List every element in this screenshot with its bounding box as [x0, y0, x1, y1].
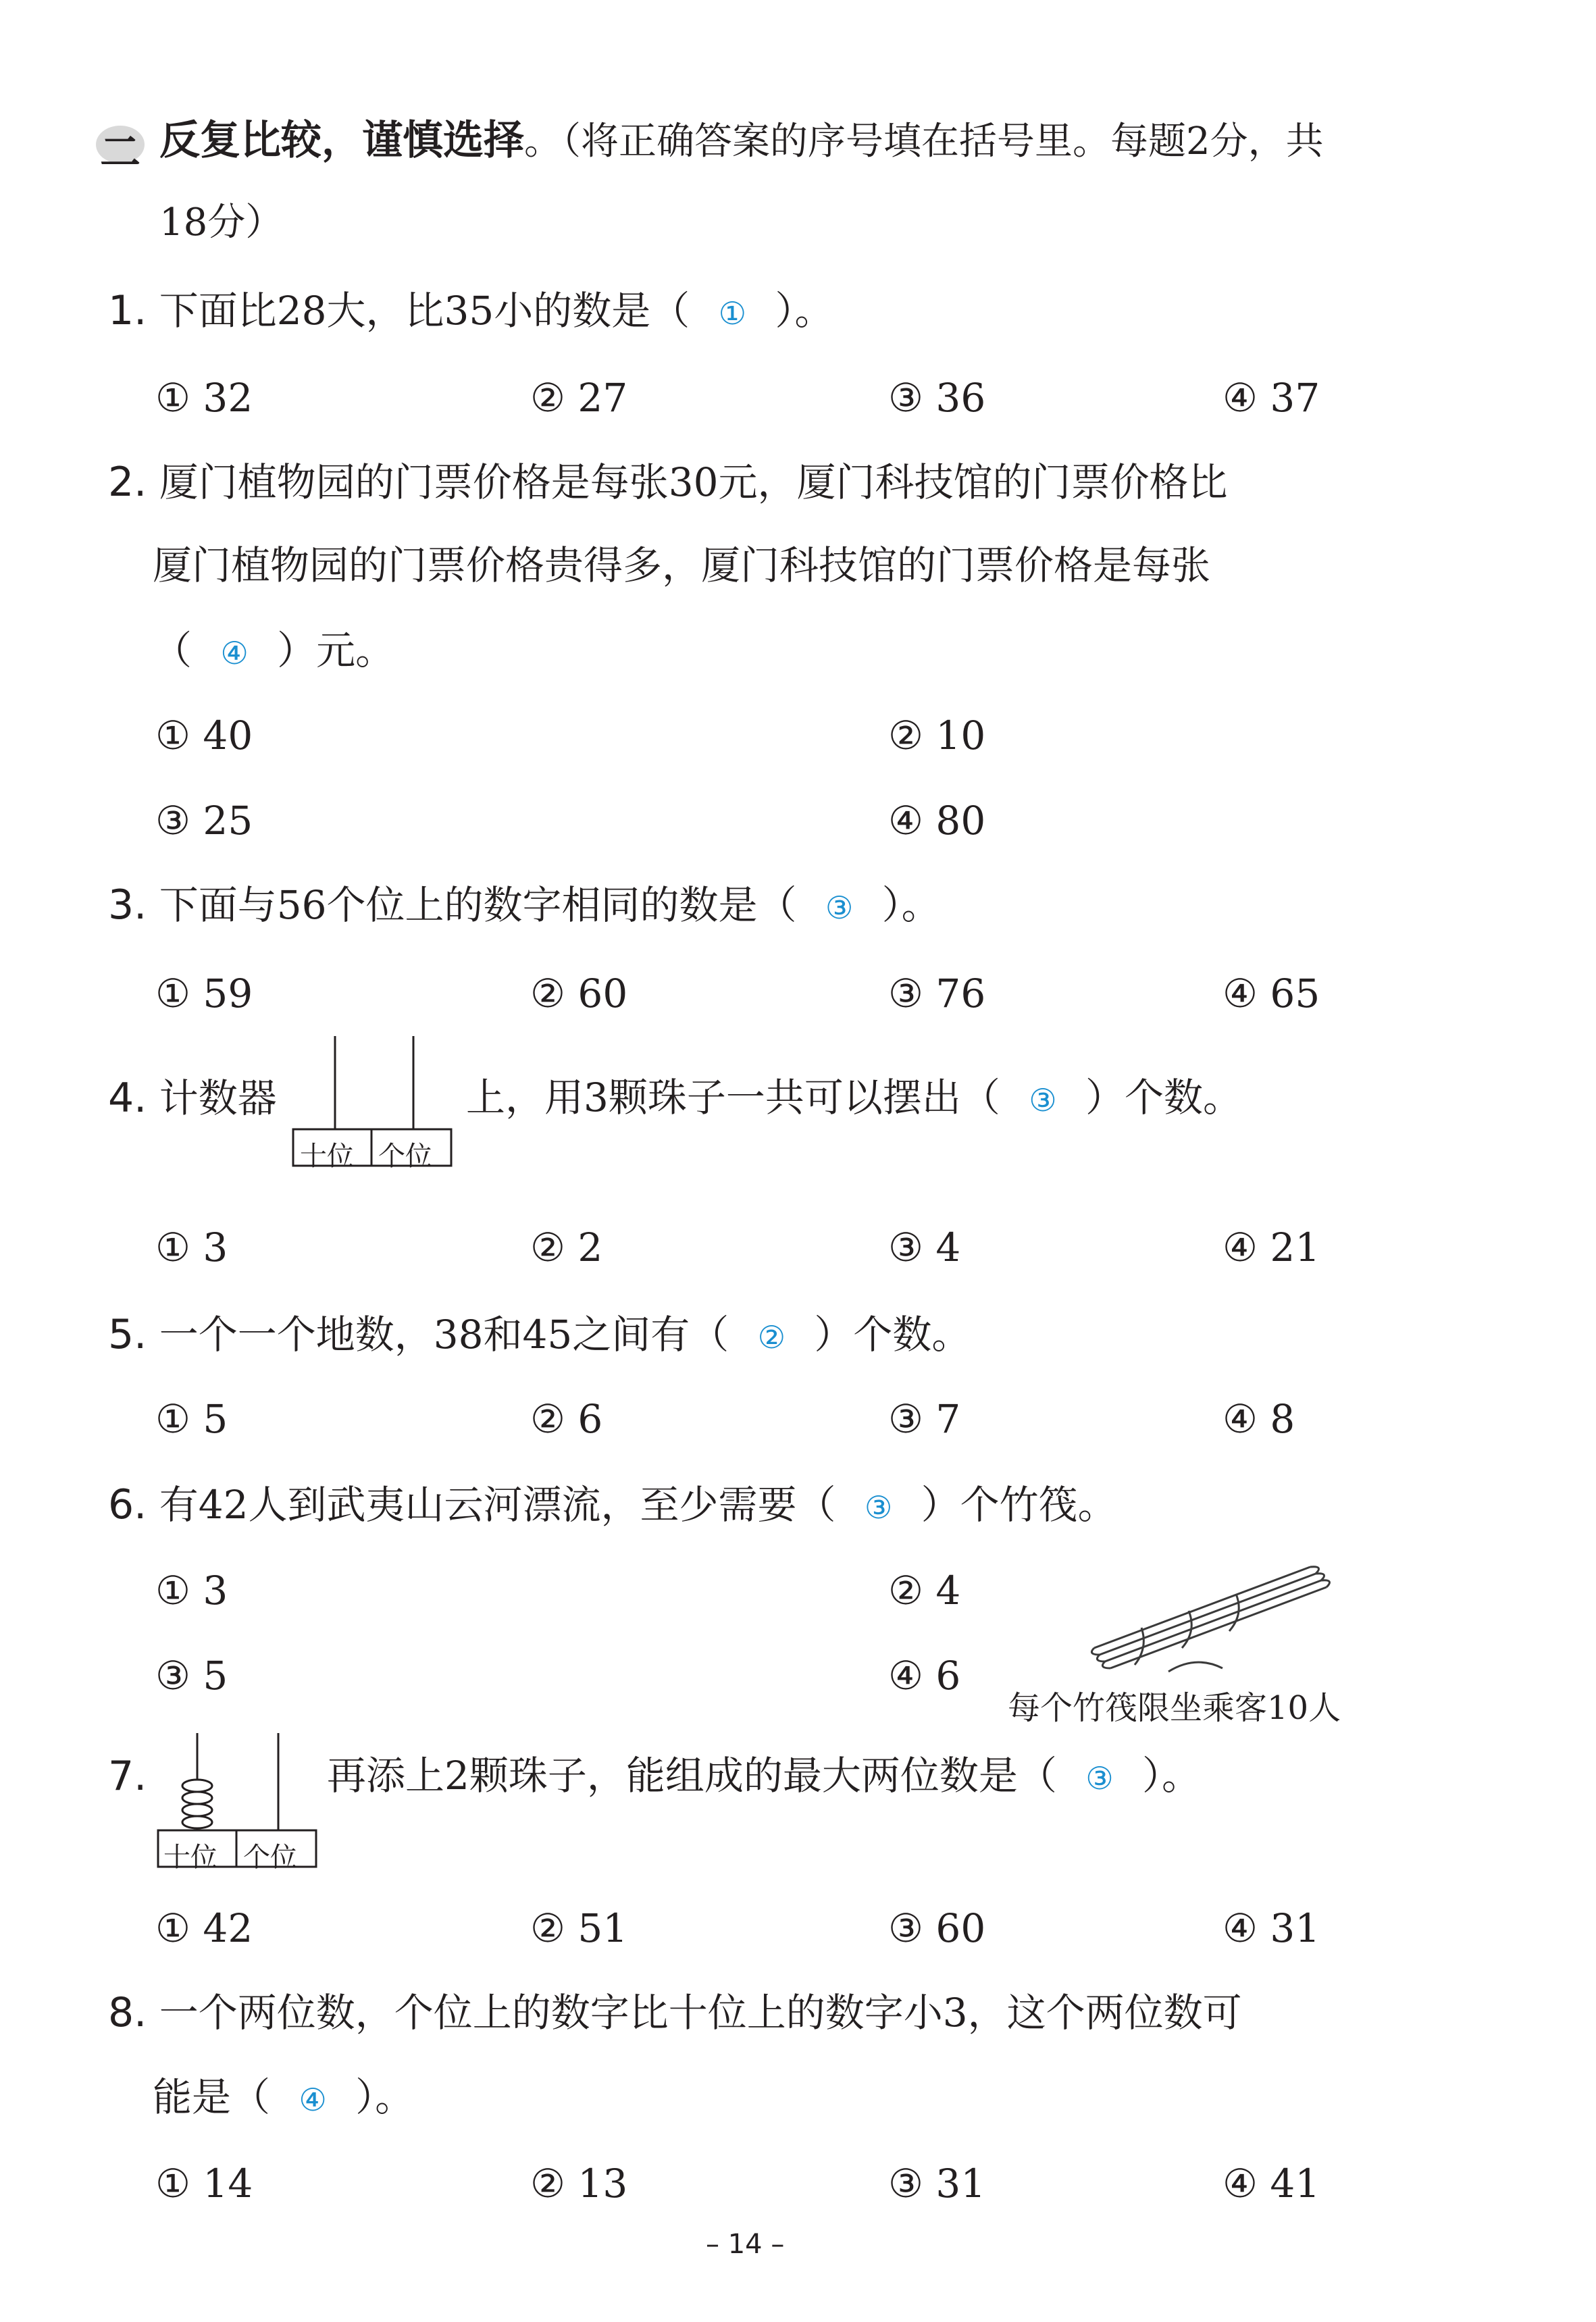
- q3-option-2: ② 60: [530, 971, 628, 1016]
- question-text: 再添上2颗珠子，能组成的最大两位数是（: [327, 1753, 1057, 1799]
- question-1: [108, 287, 834, 334]
- q6-option-2: ② 4: [888, 1568, 961, 1614]
- answer-mark: ④: [299, 2082, 327, 2118]
- question-3: [108, 881, 941, 929]
- tens-beads: [182, 1780, 212, 1828]
- question-number: 2.: [108, 459, 147, 506]
- question-text: 下面比28大，比35小的数是（: [159, 288, 690, 334]
- abacus-ones-label: 个位: [378, 1141, 432, 1172]
- q5-option-4: ④ 8: [1222, 1396, 1295, 1442]
- abacus-bead: [182, 1816, 212, 1828]
- question-4-start: [108, 1075, 277, 1122]
- question-text-end: ）。: [881, 882, 941, 928]
- section-note-line2: 18分）: [159, 201, 284, 244]
- answer-mark: ③: [864, 1489, 893, 1526]
- q2-option-4: ④ 80: [888, 798, 986, 844]
- question-number: 1.: [108, 287, 147, 334]
- answer-mark: ③: [1029, 1082, 1057, 1118]
- question-text: 一个两位数，个位上的数字比十位上的数字小3，这个两位数可: [159, 1990, 1242, 2036]
- q1-option-4: ④ 37: [1222, 375, 1320, 421]
- q1-option-1: ① 32: [155, 375, 253, 421]
- question-6: [108, 1481, 1117, 1528]
- question-8-line1: [108, 1989, 1242, 2036]
- section-badge-text: 二: [100, 129, 140, 176]
- question-8-line2: [153, 2074, 415, 2120]
- q8-option-4: ④ 41: [1222, 2161, 1320, 2207]
- answer-mark: ①: [718, 295, 746, 332]
- bamboo-raft-illustration: [1081, 1547, 1337, 1675]
- abacus-bead: [182, 1780, 212, 1792]
- question-2-line3: [153, 627, 395, 673]
- answer-mark: ③: [825, 889, 854, 926]
- q1-option-2: ② 27: [530, 375, 628, 421]
- abacus-empty: [292, 1033, 454, 1172]
- question-text-end: ）元。: [277, 627, 395, 673]
- page-number: – 14 –: [706, 2229, 785, 2260]
- question-7-number: [108, 1753, 147, 1800]
- answer-mark: ②: [757, 1319, 786, 1356]
- q2-option-2: ② 10: [888, 713, 986, 758]
- section-title: 反复比较，谨慎选择: [159, 117, 524, 164]
- raft-drawing: [1081, 1547, 1337, 1675]
- question-text: 能是（: [153, 2074, 271, 2120]
- abacus-bead: [182, 1804, 212, 1816]
- question-4-end: [466, 1075, 1243, 1120]
- question-number: 7.: [108, 1753, 147, 1800]
- q8-option-2: ② 13: [530, 2161, 628, 2207]
- question-text-end: ）个数。: [814, 1312, 971, 1358]
- q3-option-3: ③ 76: [888, 971, 986, 1016]
- q7-option-3: ③ 60: [888, 1905, 986, 1951]
- question-text-end: ）。: [775, 288, 834, 334]
- abacus-bead: [182, 1792, 212, 1804]
- question-text-end: ）。: [1142, 1753, 1202, 1799]
- question-number: 6.: [108, 1481, 147, 1528]
- section-badge: [93, 113, 147, 176]
- section-note: 。（将正确答案的序号填在括号里。每题2分，共: [524, 120, 1324, 163]
- q5-option-1: ① 5: [155, 1396, 228, 1442]
- q4-option-2: ② 2: [530, 1224, 603, 1270]
- question-text: （: [153, 627, 192, 673]
- answer-mark: ④: [220, 635, 249, 671]
- q8-option-1: ① 14: [155, 2161, 253, 2207]
- section-header: [159, 117, 1324, 164]
- q2-option-3: ③ 25: [155, 798, 253, 844]
- q7-option-4: ④ 31: [1222, 1905, 1320, 1951]
- q4-option-3: ③ 4: [888, 1224, 961, 1270]
- question-text-end: ）个竹筏。: [921, 1482, 1117, 1528]
- question-2-line2: 厦门植物园的门票价格贵得多，厦门科技馆的门票价格是每张: [153, 542, 1211, 588]
- q5-option-3: ③ 7: [888, 1396, 961, 1442]
- abacus-with-beads: [157, 1729, 319, 1871]
- question-text: 有42人到武夷山云河漂流，至少需要（: [159, 1482, 836, 1528]
- q7-option-2: ② 51: [530, 1905, 628, 1951]
- question-text-end: ）。: [355, 2074, 415, 2120]
- question-text: 计数器: [159, 1075, 277, 1121]
- answer-mark: ③: [1085, 1760, 1114, 1797]
- abacus-ones-label: 个位: [243, 1842, 297, 1873]
- q8-option-3: ③ 31: [888, 2161, 986, 2207]
- q1-option-3: ③ 36: [888, 375, 986, 421]
- q6-option-4: ④ 6: [888, 1653, 961, 1699]
- q6-option-3: ③ 5: [155, 1653, 228, 1699]
- question-number: 5.: [108, 1311, 147, 1358]
- question-text: 厦门植物园的门票价格是每张30元，厦门科技馆的门票价格比: [159, 459, 1228, 505]
- question-number: 4.: [108, 1075, 147, 1122]
- q5-option-2: ② 6: [530, 1396, 603, 1442]
- question-text: 上，用3颗珠子一共可以摆出（: [466, 1075, 1000, 1120]
- question-text: 一个一个地数，38和45之间有（: [159, 1312, 729, 1358]
- q7-option-1: ① 42: [155, 1905, 253, 1951]
- question-text: 下面与56个位上的数字相同的数是（: [159, 882, 797, 928]
- q4-option-1: ① 3: [155, 1224, 228, 1270]
- q2-option-1: ① 40: [155, 713, 253, 758]
- q3-option-1: ① 59: [155, 971, 253, 1016]
- question-7: [327, 1753, 1202, 1799]
- abacus-tens-label: 十位: [163, 1842, 217, 1873]
- question-number: 3.: [108, 881, 147, 929]
- question-text-end: ）个数。: [1085, 1075, 1243, 1120]
- question-number: 8.: [108, 1989, 147, 2036]
- abacus-tens-label: 十位: [300, 1141, 354, 1172]
- raft-caption: 每个竹筏限坐乘客10人: [1008, 1689, 1341, 1727]
- question-2-line1: [108, 459, 1228, 506]
- q4-option-4: ④ 21: [1222, 1224, 1320, 1270]
- q3-option-4: ④ 65: [1222, 971, 1320, 1016]
- question-5: [108, 1311, 971, 1358]
- q6-option-1: ① 3: [155, 1568, 228, 1614]
